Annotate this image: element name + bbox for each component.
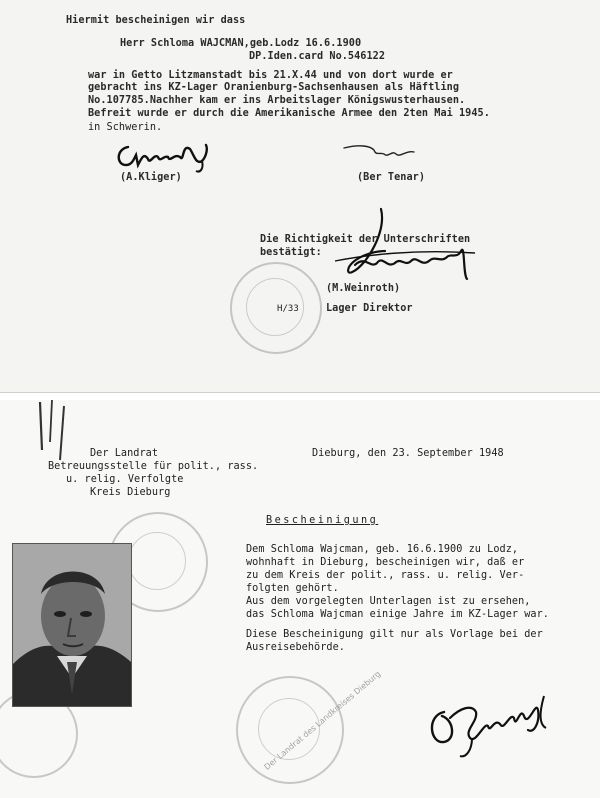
- issuer-line-2: Betreuungsstelle für polit., rass.: [48, 461, 259, 472]
- margin-marks: [36, 400, 76, 462]
- body-line-7: Diese Bescheinigung gilt nur als Vorlage bei der: [246, 629, 543, 640]
- body-line-2: wohnhaft in Dieburg, bescheinigen wir, daß er: [246, 557, 525, 568]
- upper-line-1: Hiermit bescheinigen wir dass: [66, 15, 246, 26]
- place-date: Dieburg, den 23. September 1948: [312, 448, 504, 459]
- upper-line-2: Herr Schloma WAJCMAN,geb.Lodz 16.6.1900: [120, 38, 362, 49]
- upper-stamp: [230, 262, 322, 354]
- signature-landrat: [420, 682, 570, 762]
- confirmation-line-2: bestätigt:: [260, 247, 322, 258]
- portrait-photo: [12, 543, 132, 707]
- confirmation-name: (M.Weinroth): [326, 283, 401, 294]
- body-line-8: Ausreisebehörde.: [246, 642, 345, 653]
- body-line-4: folgten gehört.: [246, 583, 339, 594]
- signer-right: (Ber Tenar): [357, 172, 426, 183]
- upper-line-5: gebracht ins KZ-Lager Oranienburg-Sachsenhausen als Häftling: [88, 82, 460, 93]
- portrait-figure: [13, 544, 131, 706]
- signer-left: (A.Kliger): [120, 172, 182, 183]
- body-line-3: zu dem Kreis der polit., rass. u. relig. Ver-: [246, 570, 525, 581]
- issuer-line-1: Der Landrat: [90, 448, 159, 459]
- upper-certificate: [0, 0, 600, 392]
- upper-line-7: Befreit wurde er durch die Amerikanische Armee den 2ten Mai 1945.: [88, 108, 490, 119]
- certificate-heading: Bescheinigung: [266, 515, 379, 526]
- confirmation-title: Lager Direktor: [326, 303, 413, 314]
- confirmation-line-1: Die Richtigkeit der Unterschriften: [260, 234, 471, 245]
- signature-tenar: [340, 140, 420, 162]
- body-line-5: Aus dem vorgelegten Unterlagen ist zu ersehen,: [246, 596, 531, 607]
- body-line-1: Dem Schloma Wajcman, geb. 16.6.1900 zu Lodz,: [246, 544, 519, 555]
- issuer-line-4: Kreis Dieburg: [90, 487, 171, 498]
- stamp-number: H/33: [277, 304, 299, 314]
- upper-line-6: No.107785.Nachher kam er ins Arbeitslager Königswusterhausen.: [88, 95, 466, 106]
- lower-stamp-bottom: [236, 676, 344, 784]
- signature-kliger: [110, 135, 220, 175]
- upper-line-8: in Schwerin.: [88, 122, 163, 133]
- lower-stamp-text: Der Landrat des Landkreises Dieburg: [262, 669, 383, 772]
- body-line-6: das Schloma Wajcman einige Jahre im KZ-Lager war.: [246, 609, 549, 620]
- issuer-line-3: u. relig. Verfolgte: [66, 474, 184, 485]
- upper-line-4: war in Getto Litzmanstadt bis 21.X.44 und von dort wurde er: [88, 70, 453, 81]
- signature-weinroth: [325, 205, 485, 290]
- upper-line-3: DP.Iden.card No.546122: [249, 51, 386, 62]
